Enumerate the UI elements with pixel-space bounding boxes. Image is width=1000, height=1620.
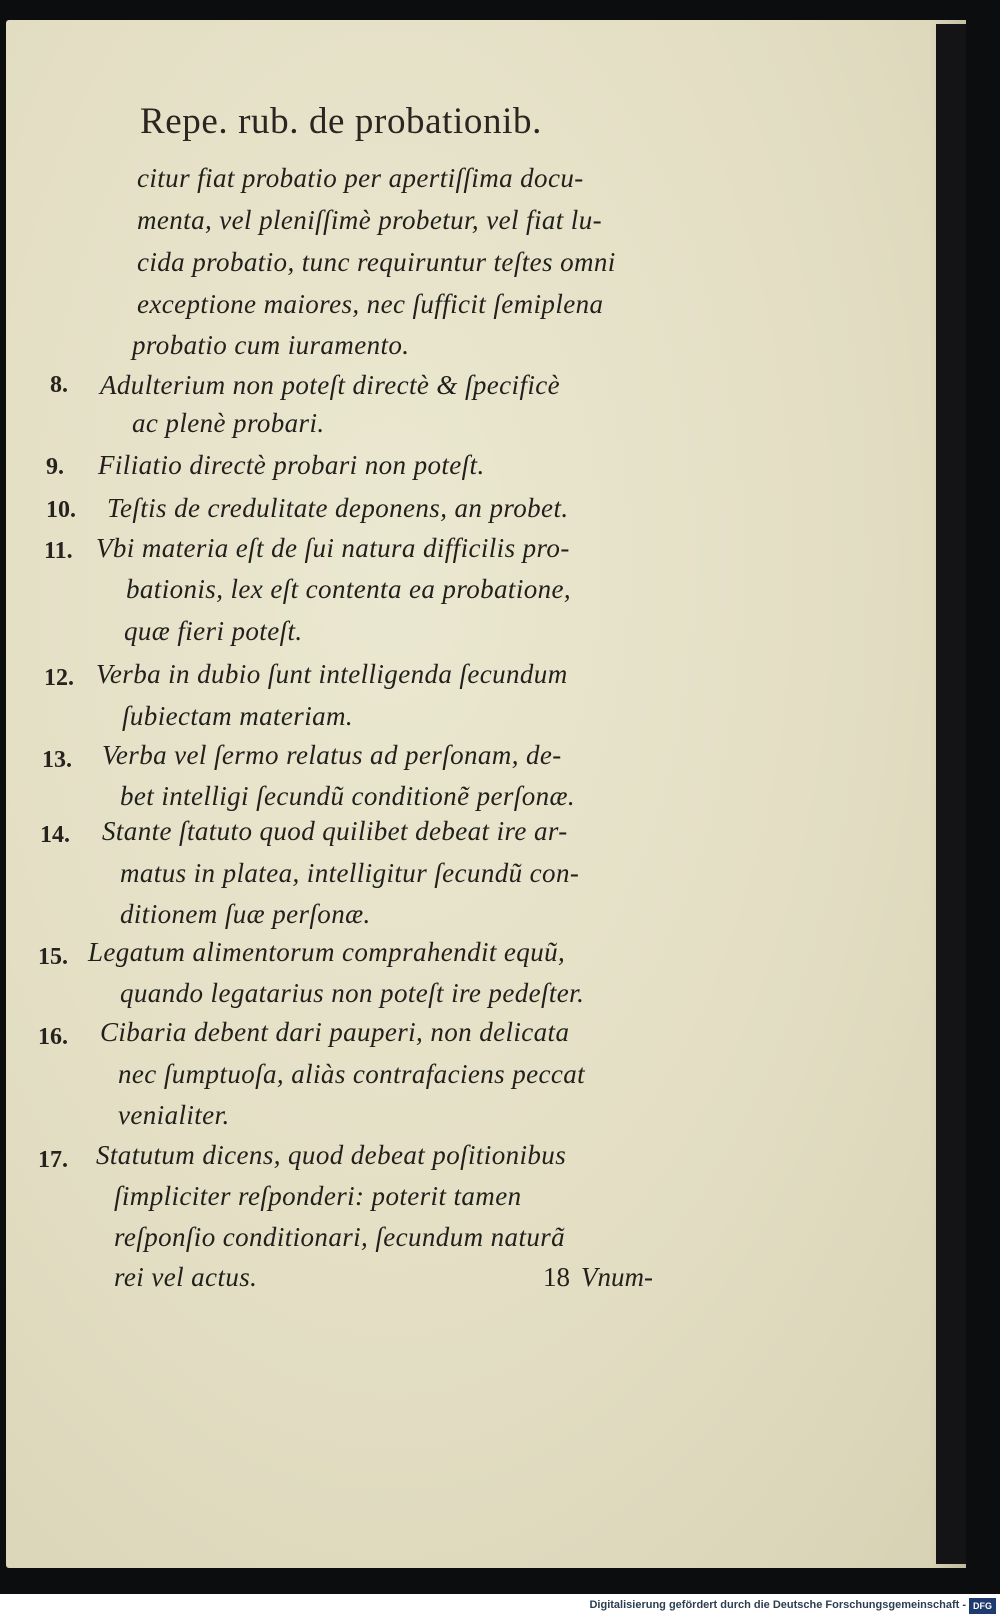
text-line: Adulterium non poteſt directè & ſpecificè (100, 370, 561, 400)
text-line: Verba vel ſermo relatus ad perſonam, de- (102, 740, 562, 770)
text-line: menta, vel pleniſſimè probetur, vel fiat lu- (137, 205, 602, 235)
text-line: citur fiat probatio per apertiſſima docu- (137, 163, 584, 193)
entry-number: 16. (38, 1024, 68, 1050)
credit-text: Digitalisierung gefördert durch die Deutsche Forschungsgemeinschaft - (589, 1599, 966, 1611)
text-line: venialiter. (118, 1100, 230, 1130)
entry-number: 13. (42, 747, 72, 773)
credit-bar (0, 1594, 1000, 1620)
text-line: Legatum alimentorum comprahendit equũ, (88, 937, 566, 967)
text-line: nec ſumptuoſa, aliàs contrafaciens peccat (118, 1059, 586, 1089)
text-line: probatio cum iuramento. (132, 330, 410, 360)
text-line: quando legatarius non poteſt ire pedeſter. (120, 978, 585, 1008)
text-line: ſubiectam materiam. (122, 701, 354, 731)
dfg-logo: DFG (969, 1598, 996, 1614)
text-line: Cibaria debent dari pauperi, non delicata (100, 1017, 570, 1047)
text-line: Verba in dubio ſunt intelligenda ſecundum (96, 659, 568, 689)
text-line: Vbi materia eſt de ſui natura difficilis pro- (96, 533, 570, 563)
catchword: Vnum- (581, 1262, 653, 1292)
text-line: ac plenè probari. (132, 408, 325, 438)
catchword-number: 18 (543, 1262, 570, 1292)
text-line: Stante ſtatuto quod quilibet debeat ire ar- (102, 816, 568, 846)
entry-number: 10. (46, 497, 76, 523)
entry-number: 12. (44, 665, 74, 691)
text-line: exceptione maiores, nec ſufficit ſemiplena (137, 289, 604, 319)
text-line: matus in platea, intelligitur ſecundũ con- (120, 858, 580, 888)
text-line: bationis, lex eſt contenta ea probatione, (126, 574, 572, 604)
text-line: ſimpliciter reſponderi: poterit tamen (114, 1181, 522, 1211)
entry-number: 15. (38, 944, 68, 970)
entry-number: 11. (44, 538, 73, 564)
text-line: reſponſio conditionari, ſecundum naturã (114, 1222, 566, 1252)
running-head: Repe. rub. de probationib. (140, 101, 542, 142)
entry-number: 9. (46, 454, 64, 480)
text-line: quæ fieri poteſt. (124, 616, 303, 646)
text-line: ditionem ſuæ perſonæ. (120, 899, 371, 929)
text-line: Statutum dicens, quod debeat poſitionibus (96, 1140, 567, 1170)
text-line: bet intelligi ſecundũ conditionẽ perſonæ. (120, 781, 576, 811)
entry-number: 8. (50, 372, 68, 398)
book-gutter (936, 24, 966, 1564)
text-line: cida probatio, tunc requiruntur teſtes omni (137, 247, 616, 277)
text-line: rei vel actus. (114, 1262, 258, 1292)
text-line: Teſtis de credulitate deponens, an probet. (107, 493, 569, 523)
entry-number: 17. (38, 1147, 68, 1173)
text-line: Filiatio directè probari non poteſt. (98, 450, 485, 480)
entry-number: 14. (40, 822, 70, 848)
